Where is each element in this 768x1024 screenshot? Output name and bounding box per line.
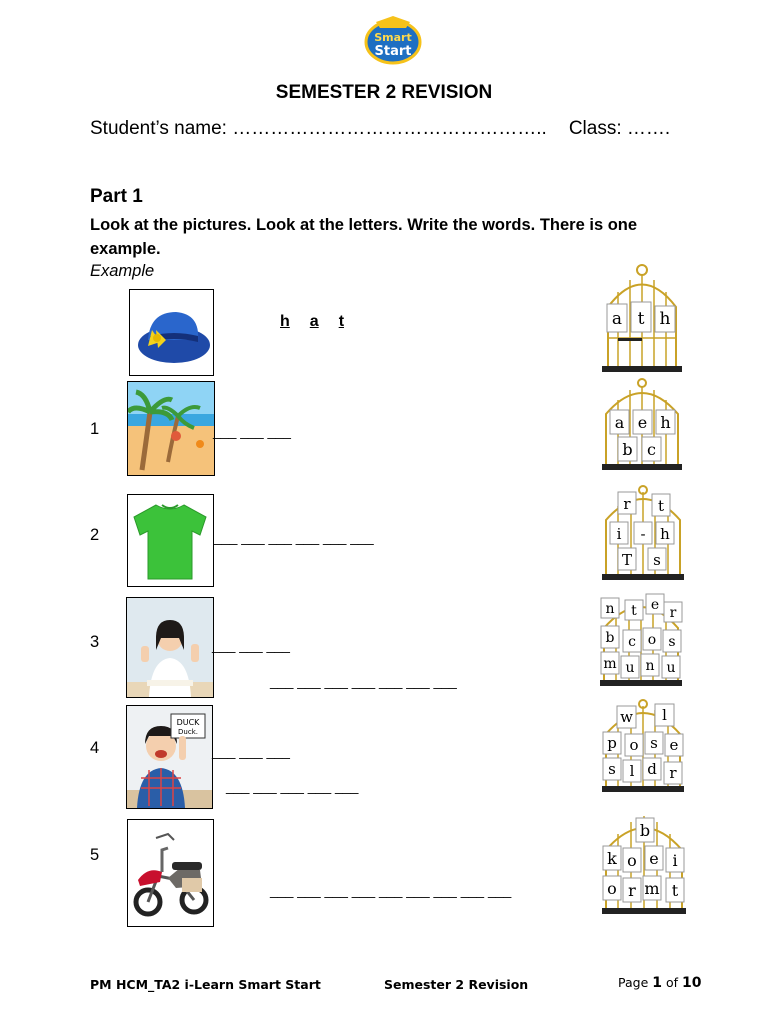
cage-letter: m (644, 879, 660, 898)
cage-letter: T (621, 551, 633, 569)
cage-letter: c (647, 440, 656, 459)
question-number: 5 (90, 846, 100, 864)
cage-letter: a (611, 309, 623, 329)
instruction-text: Look at the pictures. Look at the letters. Write the words. There is one example. (90, 216, 638, 258)
cage-letter: o (647, 632, 657, 648)
cage-letter: r (669, 605, 677, 621)
cage-letter: i (672, 851, 678, 870)
letter-cage-5 (600, 806, 688, 916)
cage-letter: l (629, 762, 635, 780)
student-name-field[interactable]: Student’s name: ………………………………………….. (90, 118, 547, 139)
cage-letter: h (660, 413, 671, 432)
cage-letter: b (605, 630, 615, 646)
cage-letter: s (650, 734, 658, 752)
question-number: 2 (90, 526, 100, 544)
beach-picture (127, 381, 215, 476)
page-total: 10 (682, 975, 702, 991)
boy-reading-picture (126, 705, 213, 809)
flashcard-word-bottom: Duck. (178, 728, 198, 736)
answer-blanks[interactable]: ___ ___ ___ ___ ___ ___ (214, 529, 374, 545)
cage-letter: n (645, 658, 655, 674)
answer-blanks[interactable]: ___ ___ ___ (213, 423, 291, 439)
cage-letter: r (628, 881, 636, 900)
letter-cage-1 (600, 378, 684, 472)
answer-blanks[interactable]: ___ ___ ___ ___ ___ ___ ___ ___ ___ (270, 882, 512, 898)
cage-letter: t (631, 603, 637, 619)
smart-start-logo (362, 12, 424, 66)
question-number: 3 (90, 633, 100, 651)
cage-letter: k (607, 849, 617, 868)
page-current: 1 (652, 975, 662, 991)
cage-letter: e (669, 736, 679, 754)
footer-center: Semester 2 Revision (384, 977, 529, 992)
cage-letter: n (605, 601, 615, 617)
question-number: 4 (90, 739, 100, 757)
cage-letter: s (608, 760, 616, 778)
cage-letter: o (627, 851, 637, 870)
cage-letter: r (669, 764, 677, 782)
motorbike-picture (127, 819, 214, 927)
answer-blanks-line2[interactable]: ___ ___ ___ ___ ___ (226, 778, 359, 794)
cage-letter: i (616, 525, 622, 543)
example-letter-cage (600, 262, 684, 374)
letter-cage-4 (600, 698, 686, 794)
answer-blanks-line2[interactable]: ___ ___ ___ ___ ___ ___ ___ (270, 673, 457, 689)
page-prefix: Page (618, 975, 649, 990)
girl-counting-picture (126, 597, 214, 698)
answer-letter: h (280, 313, 290, 330)
hat-picture (129, 289, 214, 376)
cage-letter: w (620, 708, 633, 726)
cage-letter: t (657, 497, 665, 515)
answer-letter: a (309, 313, 319, 330)
part-heading: Part 1 (90, 186, 143, 207)
cage-letter: u (666, 660, 676, 676)
class-field[interactable]: Class: ……. (568, 118, 671, 139)
question-number: 1 (90, 420, 100, 438)
cage-letter: o (607, 879, 617, 898)
cage-letter: m (603, 656, 617, 672)
page-title: SEMESTER 2 REVISION (275, 82, 493, 103)
cage-letter: h (659, 309, 671, 329)
logo-text-top: Smart (374, 31, 412, 44)
flashcard-word-top: DUCK (176, 718, 200, 727)
t-shirt-picture (127, 494, 214, 587)
cage-letter: t (671, 881, 679, 900)
logo-text-bottom: Start (374, 44, 412, 59)
cage-letter: h (660, 525, 670, 543)
cage-letter: d (647, 760, 657, 778)
cage-letter: u (625, 660, 635, 676)
letter-cage-2 (600, 484, 686, 582)
cage-letter: p (607, 734, 617, 752)
footer-left: PM HCM_TA2 i-Learn Smart Start (90, 977, 321, 992)
letter-cage-3 (598, 592, 684, 688)
cage-letter: - (640, 525, 646, 543)
cage-letter: a (614, 413, 625, 432)
answer-letter: t (338, 313, 345, 330)
cage-letter: t (637, 309, 645, 329)
cage-letter: r (623, 495, 631, 513)
page-of: of (665, 975, 679, 990)
cage-letter: s (668, 634, 676, 650)
cage-letter: b (622, 440, 633, 459)
answer-blanks-line1[interactable]: ___ ___ ___ (212, 743, 290, 759)
student-info-line (90, 118, 670, 140)
example-answer (270, 313, 354, 331)
answer-blanks-line1[interactable]: ___ ___ ___ (212, 637, 290, 653)
cage-letter: l (662, 706, 667, 724)
cage-letter: s (653, 551, 661, 569)
example-label: Example (90, 262, 155, 280)
cage-letter: e (650, 597, 660, 613)
footer-page-number (618, 975, 702, 991)
cage-letter: c (628, 634, 636, 650)
cage-letter: e (649, 849, 659, 868)
cage-letter: e (637, 413, 648, 432)
cage-letter: o (629, 736, 639, 754)
cage-letter: b (639, 821, 651, 840)
